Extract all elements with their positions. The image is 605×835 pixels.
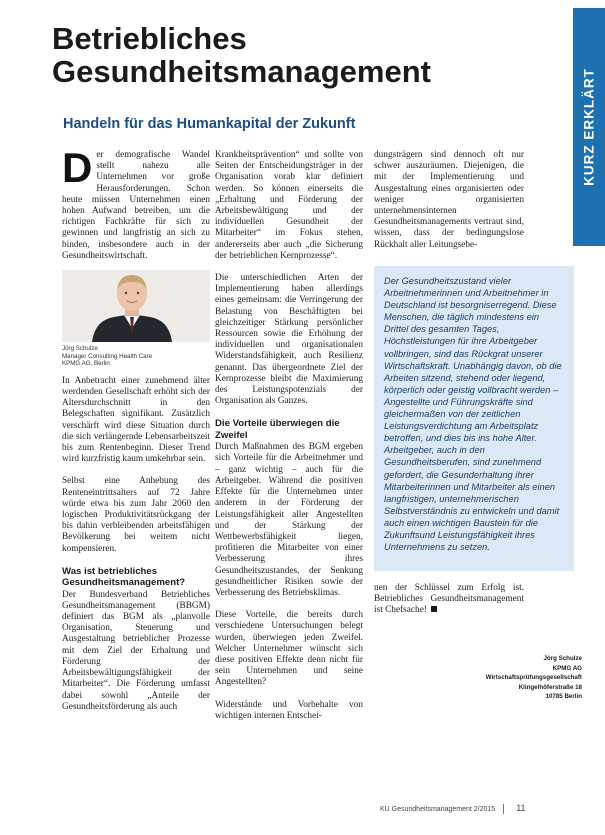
- author-signature: [460, 654, 582, 702]
- photo-caption: [62, 345, 210, 368]
- intro-text: er demografische Wandel stellt nahezu alle Unternehmen vor große Herausforderungen. Schon heute müssen Unternehmen einen hohen Aufwand betreiben, um die richtigen Fachkräfte für sich zu gewinnen und langfristig an sich zu binden, insbesondere auch in der Gesundheitswirtschaft.: [62, 150, 210, 261]
- footer-journal: KU Gesundheitsmanagement 2/2015: [380, 806, 496, 813]
- author-portrait-icon: [62, 270, 210, 342]
- drop-cap: D: [62, 150, 93, 191]
- column-2: [215, 150, 363, 800]
- signature-company: KPMG AG: [552, 664, 582, 672]
- column-1: [62, 150, 210, 800]
- section-tab: [573, 8, 605, 246]
- column-3-bottom: [374, 583, 524, 643]
- info-box: [374, 266, 574, 571]
- caption-name: Jörg Schulze: [62, 345, 98, 353]
- body-paragraph: Der Bundesverband Betriebliches Gesundheitsmanagement (BBGM) definiert das BGM als „planvolle Organisation, Steuerung und Ausgestaltung betrieblicher Prozesse mit dem Ziel der Erhaltung und Förderung der Arbeitsbewältigungsfähigkeit der Mitarbeiter“. Die Förderung umfasst dabei sowohl „Anteile der Gesundheitsförderung als auch: [62, 589, 210, 712]
- section-tab-label: KURZ ERKLÄRT: [581, 68, 597, 186]
- article-subtitle: Handeln für das Humankapital der Zukunft: [63, 116, 356, 132]
- page-number: 11: [516, 803, 526, 813]
- body-paragraph: Krankheitsprävention“ und sollte von Seiten der Entscheidungsträger in der Organisation vorab klar definiert werden. So können einerseits die „Erhaltung und Förderung der Arbeitsbewältigung und der individuellen Gesundheit der Mitarbeiter“ im Fokus stehen, andererseits aber auch „die Sicherung der betrieblichen Kernprozesse“.: [215, 150, 363, 261]
- signature-company-full: Wirtschaftsprüfungsgesellschaft: [485, 674, 582, 682]
- caption-company: KPMG AG, Berlin: [62, 360, 110, 368]
- body-paragraph: Widerstände und Vorbehalte von wichtigen internen Entschei-: [215, 699, 363, 721]
- article-title: [52, 22, 431, 88]
- body-paragraph: Selbst eine Anhebung des Renteneintrittsalters auf 72 Jahre würde etwa bis zum Jahr 2060 den logischen Produktivitätsrückgang der bis dahin verbleibenden arbeitsfähigen Bevölkerung bei weitem nicht kompensieren.: [62, 476, 210, 554]
- section-heading: Was ist betriebliches Gesundheitsmanagement?: [62, 565, 186, 589]
- article-title-line1: Betriebliches: [52, 21, 247, 56]
- article-title-line2: Gesundheitsmanagement: [52, 54, 431, 89]
- body-paragraph: Diese Vorteile, die bereits durch verschiedene Untersuchungen belegt wurden, überwiegen jeden Zweifel. Welcher Unternehmer wünscht sich diese positiven Effekte denn nicht für sein Unternehmen und seine Angestellten?: [215, 610, 363, 688]
- body-paragraph: dungsträgern sind dennoch oft nur schwer auszuräumen. Diejenigen, die mit der Implementierung und Ausgestaltung eines organisierten oder weniger organisierten unternehmensinternen Gesundheitsmanagements vertraut sind, wissen, dass der bedingungslose Rückhalt aller Leitungsebe-: [374, 150, 524, 250]
- intro-paragraph: [62, 150, 210, 262]
- body-paragraph: Die unterschiedlichen Arten der Implementierung haben allerdings eines gemeinsam: die Verringerung der Belastung von Beschäftigten bei gleichzeitiger Stärkung persönlicher Ressourcen sowie die Erhöhung der individuellen und organisationalen Widerstandsfähigkeit, auch Resilienz genannt. Das übergeordnete Ziel der Kernprozesse bleibt die Maximierung des Leistungspotenzials der Organisation als Ganzes.: [215, 273, 363, 407]
- signature-name: Jörg Schulze: [543, 655, 582, 662]
- body-paragraph: In Anbetracht einer zunehmend älter werdenden Gesellschaft erhöht sich der Altersdurchschnitt in den Belegschaften signifikant. Zusätzlich verschärft wird diese Situation durch die sich verlängernde Lebensarbeitszeit bis zum Rentenbeginn. Dieser Trend wird kurzfristig kaum umkehrbar sein.: [62, 375, 210, 465]
- closing-text: nen der Schlüssel zum Erfolg ist. Betriebliches Gesundheitsmanagement ist Chefsache!: [374, 583, 524, 616]
- body-paragraph: Durch Maßnahmen des BGM ergeben sich Vorteile für die Arbeitnehmer und – ganz wichtig – auch für die Arbeitgeber. Während die positiven Effekte für die Unternehmen unter anderem in der Förderung der Leistungsfähigkeit aller Angestellten und der Stärkung der Wettbewerbsfähigkeit liegen, profitieren die Mitarbeiter von einer Verbesserung ihres Gesundheitszustandes, der Senkung gesundheitlicher Risiken sowie der Verbesserung des Betriebsklimas.: [215, 442, 363, 598]
- closing-paragraph: [374, 583, 524, 617]
- author-photo: [62, 270, 210, 342]
- signature-city: 10785 Berlin: [545, 693, 582, 701]
- column-3-top: [374, 150, 524, 260]
- info-box-text: Der Gesundheitszustand vieler Arbeitnehmerinnen und Arbeitnehmer in Deutschland ist besorgniserregend. Diese Menschen, die täglich mindestens ein Drittel des gesamten Tages, Höchstleistungen für ihre Arbeitgeber vollbringen, sind das Rückgrat unserer Wirtschaftskraft. Unabhängig davon, ob die Arbeiten sitzend, stehend oder liegend, körperlich oder geistig vollbracht werden – Angestellte und Führungskräfte sind gleichermaßen von der zeitlichen Leistungsverdichtung am Arbeitsplatz betroffen, und dies bis ins hohe Alter. Arbeitgeber, auch in den Gesundheitsberufen, sind zunehmend gefordert, die Gesunderhaltung ihrer Mitarbeiterinnen und Mitarbeiter als einen langfristigen, unternehmerischen Selbstverständnis zu entwickeln und damit auch einen wichtigen Baustein für die Zukunftsund Leistungsfähigkeit ihres Unternehmens zu setzen.: [384, 276, 562, 553]
- signature-street: Klingelhöferstraße 18: [518, 683, 582, 691]
- page-footer: [380, 803, 578, 814]
- end-square-icon: [431, 606, 437, 612]
- footer-divider: [503, 804, 504, 814]
- section-heading: Die Vorteile überwiegen die Zweifel: [215, 418, 340, 441]
- caption-role: Manager Consulting Health Care: [62, 352, 153, 360]
